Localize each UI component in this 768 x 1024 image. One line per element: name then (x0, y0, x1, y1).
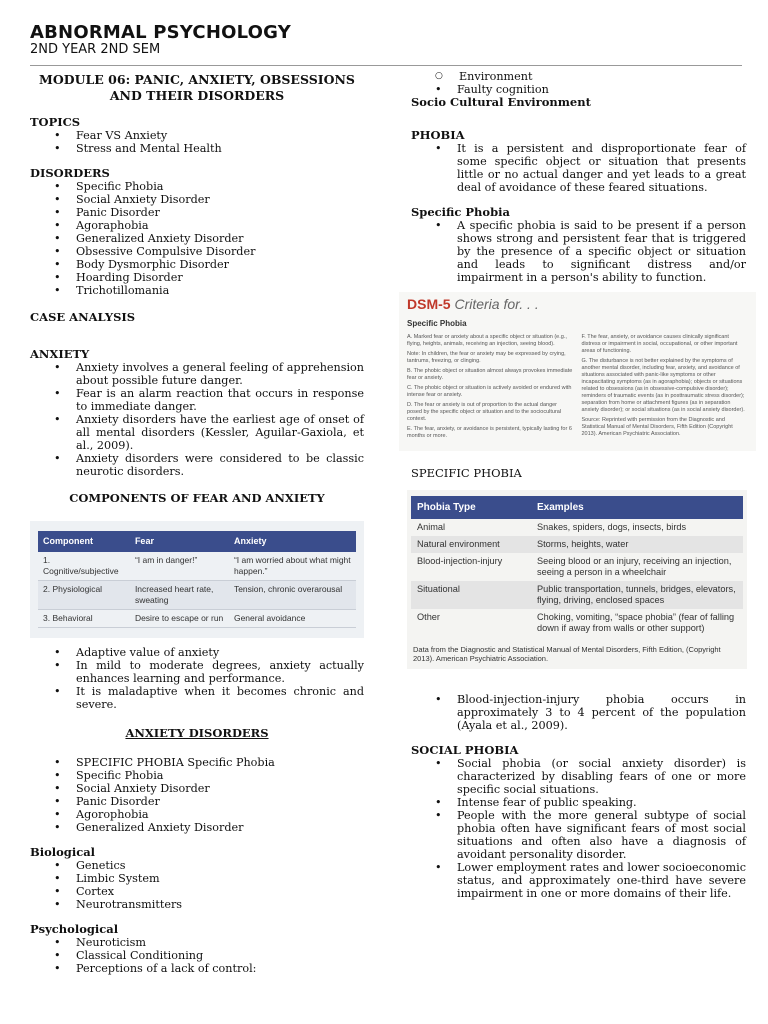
phobia-types-table (411, 496, 743, 637)
table-cell: Storms, heights, water (531, 536, 743, 553)
biological-list (30, 859, 364, 911)
phobia-table-source: Data from the Diagnostic and Statistical Manual of Mental Disorders, Fifth Edition, (Copyright 2013). American Psychiatric Association. (413, 645, 721, 663)
list-item: • In mild to moderate degrees, anxiety actually enhances learning and performance. (30, 659, 364, 685)
phobia-table-image (407, 490, 747, 669)
table-row (411, 609, 743, 637)
table-cell: Public transportation, tunnels, bridges, elevators, flying, driving, enclosed spaces (531, 581, 743, 609)
specific-phobia-caption: SPECIFIC PHOBIA (411, 466, 522, 480)
list-item: • A specific phobia is said to be present if a person shows strong and persistent fear that is triggered by the presence of a specific object or situation and leads to significant distress and/or impairment in a person's ability to function. (411, 219, 746, 284)
table-row (411, 536, 743, 553)
sociocultural-heading: Socio Cultural Environment (411, 95, 591, 109)
table-header: Component (38, 531, 130, 552)
table-cell: Natural environment (411, 536, 531, 553)
table-row (38, 552, 356, 581)
dsm-criteria-label: Criteria for. . . (454, 296, 539, 312)
list-item: • Blood-injection-injury phobia occurs in approximately 3 to 4 percent of the population (Ayala et al., 2009). (411, 693, 746, 732)
list-item: • Specific Phobia (30, 180, 364, 193)
list-item: • Genetics (30, 859, 364, 872)
bii-list (411, 693, 746, 732)
dsm-criterion: F. The fear, anxiety, or avoidance causes clinically significant distress or impairment in social, occupational, or other important areas of functioning. (581, 334, 738, 354)
social-phobia-list (411, 757, 746, 900)
dsm-criterion: D. The fear or anxiety is out of proportion to the actual danger posed by the specific object or situation and to the sociocultural context. (407, 402, 562, 422)
list-item: • Social Anxiety Disorder (30, 193, 364, 206)
case-analysis-heading: CASE ANALYSIS (30, 310, 136, 324)
biological-heading: Biological (30, 845, 96, 859)
table-cell: Desire to escape or run (130, 610, 229, 628)
social-phobia-heading: SOCIAL PHOBIA (411, 743, 519, 757)
list-item: • People with the more general subtype of social phobia often have significant fears of most social situations and often also have a diagnosis of avoidant personality disorder. (411, 809, 746, 861)
table-cell: Seeing blood or an injury, receiving an injection, seeing a person in a wheelchair (537, 556, 732, 577)
dsm-criterion: C. The phobic object or situation is actively avoided or endured with intense fear or anxiety. (407, 385, 572, 398)
dsm-column-left (407, 334, 574, 443)
list-item: • Cortex (30, 885, 364, 898)
module-title: MODULE 06: PANIC, ANXIETY, OBSESSIONS AND THEIR DISORDERS (39, 72, 355, 103)
dsm-criterion: G. The disturbance is not better explained by the symptoms of another mental disorder, including fear, anxiety, and avoidance of situations associated with panic-like symptoms or other incapacitating symptoms (as in agoraphobia); objects or situations related to obsessions (as in obsessive-compulsive disorder); reminders of traumatic events (as in posttraumatic stress disorder); separation from home or attachment figures (as in separation anxiety disorder); or social situations (as in social anxiety disorder). (581, 358, 745, 413)
anxiety-heading: ANXIETY (30, 347, 90, 361)
list-item: • Generalized Anxiety Disorder (30, 232, 364, 245)
dsm-criterion: A. Marked fear or anxiety about a specific object or situation (e.g., flying, heights, animals, receiving an injection, seeing blood). (407, 334, 567, 347)
components-table-image (30, 521, 364, 638)
table-row (411, 519, 743, 536)
list-item: • It is maladaptive when it becomes chronic and severe. (30, 685, 364, 711)
list-item: • Limbic System (30, 872, 364, 885)
list-item: • Intense fear of public speaking. (411, 796, 746, 809)
list-item: • Lower employment rates and lower socioeconomic status, and approximately one-third have severe impairment in one or more domains of their life. (411, 861, 746, 900)
topics-list (30, 129, 364, 155)
dsm-column-right (582, 334, 749, 443)
list-item: • Agoraphobia (30, 219, 364, 232)
list-item: • Perceptions of a lack of control: (30, 962, 364, 975)
list-item: • Agorophobia (30, 808, 364, 821)
dsm-brand: DSM-5 (407, 296, 451, 312)
list-item: • Fear is an alarm reaction that occurs in response to immediate danger. (30, 387, 364, 413)
list-item: • Anxiety involves a general feeling of apprehension about possible future danger. (30, 361, 364, 387)
list-item: • Classical Conditioning (30, 949, 364, 962)
table-cell: 3. Behavioral (38, 610, 130, 628)
table-header: Anxiety (229, 531, 356, 552)
table-row (38, 581, 356, 610)
list-item: • SPECIFIC PHOBIA Specific Phobia (30, 756, 364, 769)
table-cell: Blood-injection-injury (417, 556, 503, 566)
list-item: • Neuroticism (30, 936, 364, 949)
table-cell: Animal (417, 522, 446, 532)
table-cell: Situational (411, 581, 531, 609)
table-cell: 2. Physiological (38, 581, 130, 610)
table-header: Phobia Type (411, 496, 531, 519)
disorders-heading: DISORDERS (30, 166, 110, 180)
anxiety-list (30, 361, 364, 478)
dsm-criterion: B. The phobic object or situation almost always provokes immediate fear or anxiety. (407, 368, 573, 381)
list-item: • Body Dysmorphic Disorder (30, 258, 364, 271)
psychological-heading: Psychological (30, 922, 119, 936)
table-row (38, 610, 356, 628)
topics-heading: TOPICS (30, 115, 81, 129)
list-item: • Panic Disorder (30, 206, 364, 219)
list-item: • Social Anxiety Disorder (30, 782, 364, 795)
list-item: • Anxiety disorders have the earliest age of onset of all mental disorders (Kessler, Aguilar-Gaxiola, et al., 2009). (30, 413, 364, 452)
environment-sublist (365, 70, 746, 83)
list-item: • Obsessive Compulsive Disorder (30, 245, 364, 258)
disorders-list (30, 180, 364, 297)
components-heading: COMPONENTS OF FEAR AND ANXIETY (69, 491, 325, 505)
document-subtitle: 2ND YEAR 2ND SEM (30, 42, 161, 57)
table-cell: Increased heart rate, sweating (130, 581, 229, 610)
dsm-criterion: E. The fear, anxiety, or avoidance is persistent, typically lasting for 6 months or more. (407, 426, 572, 439)
list-item: • Hoarding Disorder (30, 271, 364, 284)
header-divider (30, 65, 742, 66)
table-cell: Tension, chronic overarousal (229, 581, 356, 610)
list-item: • Generalized Anxiety Disorder (30, 821, 364, 834)
anxiety-disorders-list (30, 756, 364, 834)
table-cell: “I am worried about what might happen.” (229, 552, 356, 581)
dsm-note: Note: In children, the fear or anxiety may be expressed by crying, tantrums, freezing, or clinging. (407, 351, 566, 364)
specific-phobia-heading: Specific Phobia (411, 205, 510, 219)
dsm-source: Source: Reprinted with permission from the Diagnostic and Statistical Manual of Mental Disorders, Fifth Edition (Copyright 2013). American Psychiatric Association. (581, 417, 733, 437)
list-item: • Stress and Mental Health (30, 142, 364, 155)
table-cell: Other (417, 612, 440, 622)
list-item: • Specific Phobia (30, 769, 364, 782)
psychological-list (30, 936, 364, 975)
table-cell: “I am in danger!” (130, 552, 229, 581)
list-item: • It is a persistent and disproportionate fear of some specific object or situation that presents little or no actual danger and yet leads to a great deal of avoidance of these feared situations. (411, 142, 746, 194)
list-item: • Social phobia (or social anxiety disorder) is characterized by disabling fears of one or more specific social situations. (411, 757, 746, 796)
document-title: ABNORMAL PSYCHOLOGY (30, 22, 291, 43)
anxiety-disorders-heading: ANXIETY DISORDERS (125, 726, 269, 740)
table-cell: Snakes, spiders, dogs, insects, birds (537, 522, 687, 532)
list-item: • Neurotransmitters (30, 898, 364, 911)
list-item: • Anxiety disorders were considered to be classic neurotic disorders. (30, 452, 364, 478)
specific-phobia-list (411, 219, 746, 284)
list-item: • Adaptive value of anxiety (30, 646, 364, 659)
table-header: Fear (130, 531, 229, 552)
dsm-title (407, 298, 748, 311)
left-column (30, 70, 364, 975)
table-row (411, 581, 743, 609)
dsm-subtitle: Specific Phobia (407, 319, 467, 328)
table-cell: 1. Cognitive/subjective (38, 552, 130, 581)
phobia-heading: PHOBIA (411, 128, 465, 142)
faulty-cognition-list (411, 83, 746, 96)
phobia-list (411, 142, 746, 194)
dsm-criteria-image (399, 292, 756, 451)
list-item: • Faulty cognition (411, 83, 746, 96)
list-item: • Fear VS Anxiety (30, 129, 364, 142)
table-header: Examples (531, 496, 743, 519)
components-table (38, 531, 356, 628)
list-item: ○ Environment (365, 70, 746, 83)
adaptive-list (30, 646, 364, 711)
list-item: • Panic Disorder (30, 795, 364, 808)
table-cell: General avoidance (229, 610, 356, 628)
right-column (407, 70, 746, 900)
table-row (411, 553, 743, 581)
table-cell: Choking, vomiting, “space phobia” (fear of falling down if away from walls or other support) (537, 612, 735, 633)
list-item: • Trichotillomania (30, 284, 364, 297)
